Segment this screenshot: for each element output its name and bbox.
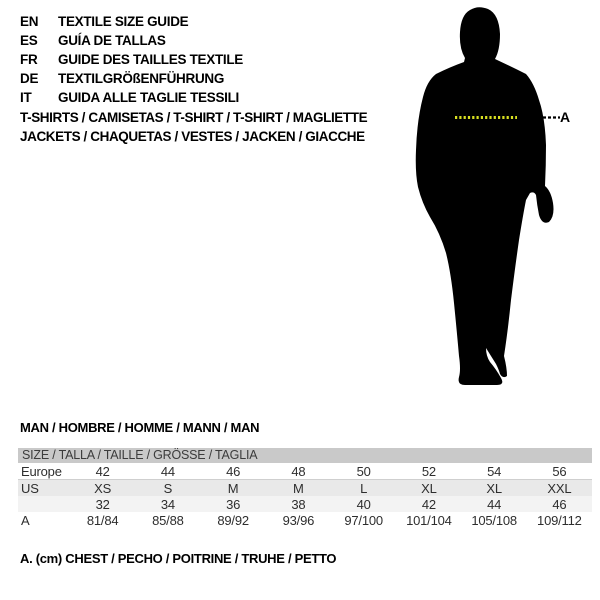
- table-cell: 50: [356, 463, 371, 479]
- language-code: IT: [20, 90, 32, 105]
- row-label: US: [21, 480, 39, 496]
- table-cell: 54: [487, 463, 502, 479]
- table-cell: 32: [95, 496, 110, 512]
- language-row-de: [20, 69, 243, 88]
- size-table-header: SIZE / TALLA / TAILLE / GRÖSSE / TAGLIA: [18, 448, 592, 463]
- table-cell: XS: [94, 480, 112, 496]
- table-cell: 81/84: [86, 512, 119, 528]
- table-cell: XL: [486, 480, 502, 496]
- table-cell: 85/88: [152, 512, 184, 528]
- table-cell: 42: [421, 496, 436, 512]
- table-cell: 34: [160, 496, 175, 512]
- table-cell: 38: [291, 496, 306, 512]
- table-cell: M: [227, 480, 239, 496]
- table-cell: 46: [552, 496, 567, 512]
- table-cell: 40: [356, 496, 371, 512]
- table-cell: 42: [95, 463, 110, 479]
- size-table: [18, 448, 592, 528]
- language-label: TEXTILE SIZE GUIDE: [58, 14, 189, 29]
- table-cell: 105/108: [471, 512, 517, 528]
- category-tshirts: T-SHIRTS / CAMISETAS / T-SHIRT / T-SHIRT / MAGLIETTE: [20, 110, 368, 125]
- table-cell: 101/104: [406, 512, 452, 528]
- language-code: EN: [20, 14, 39, 29]
- language-code: ES: [20, 33, 38, 48]
- language-row-es: [20, 31, 243, 50]
- category-jackets: JACKETS / CHAQUETAS / VESTES / JACKEN / GIACCHE: [20, 129, 365, 144]
- section-title-man: MAN / HOMBRE / HOMME / MANN / MAN: [20, 420, 260, 435]
- table-row-europe: [18, 463, 592, 479]
- table-cell: 52: [421, 463, 436, 479]
- table-cell: XXL: [547, 480, 572, 496]
- language-list: [20, 12, 243, 107]
- table-cell: M: [293, 480, 304, 496]
- table-cell: 89/92: [217, 512, 249, 528]
- table-row-chest-a: [18, 512, 592, 528]
- table-row-us: [18, 479, 592, 496]
- language-row-en: [20, 12, 243, 31]
- language-label: TEXTILGRÖßENFÜHRUNG: [58, 71, 225, 86]
- table-cell: S: [163, 480, 173, 496]
- row-label: Europe: [21, 463, 62, 479]
- garment-categories: [20, 108, 367, 146]
- language-label: GUIDE DES TAILLES TEXTILE: [58, 52, 244, 67]
- row-label: A: [21, 512, 30, 528]
- table-cell: 97/100: [344, 512, 383, 528]
- table-cell: 109/112: [537, 512, 582, 528]
- table-cell: 48: [291, 463, 306, 479]
- table-cell: XL: [421, 480, 437, 496]
- man-silhouette: [416, 7, 554, 385]
- table-cell: 56: [552, 463, 567, 479]
- table-cell: L: [360, 480, 368, 496]
- table-cell: 36: [226, 496, 241, 512]
- measurement-footnote: A. (cm) CHEST / PECHO / POITRINE / TRUHE / PETTO: [20, 551, 337, 566]
- language-row-it: [20, 88, 243, 107]
- table-cell: 93/96: [282, 512, 315, 528]
- table-cell: 44: [160, 463, 175, 479]
- language-label: GUIDA ALLE TAGLIE TESSILI: [58, 90, 239, 105]
- table-row-numeric: [18, 496, 592, 512]
- language-code: DE: [20, 71, 39, 86]
- table-cell: 44: [487, 496, 502, 512]
- language-label: GUÍA DE TALLAS: [58, 33, 166, 48]
- language-code: FR: [20, 52, 38, 67]
- man-silhouette-figure: [400, 5, 565, 397]
- language-row-fr: [20, 50, 243, 69]
- table-cell: 46: [226, 463, 241, 479]
- measure-label-a: A: [560, 109, 571, 125]
